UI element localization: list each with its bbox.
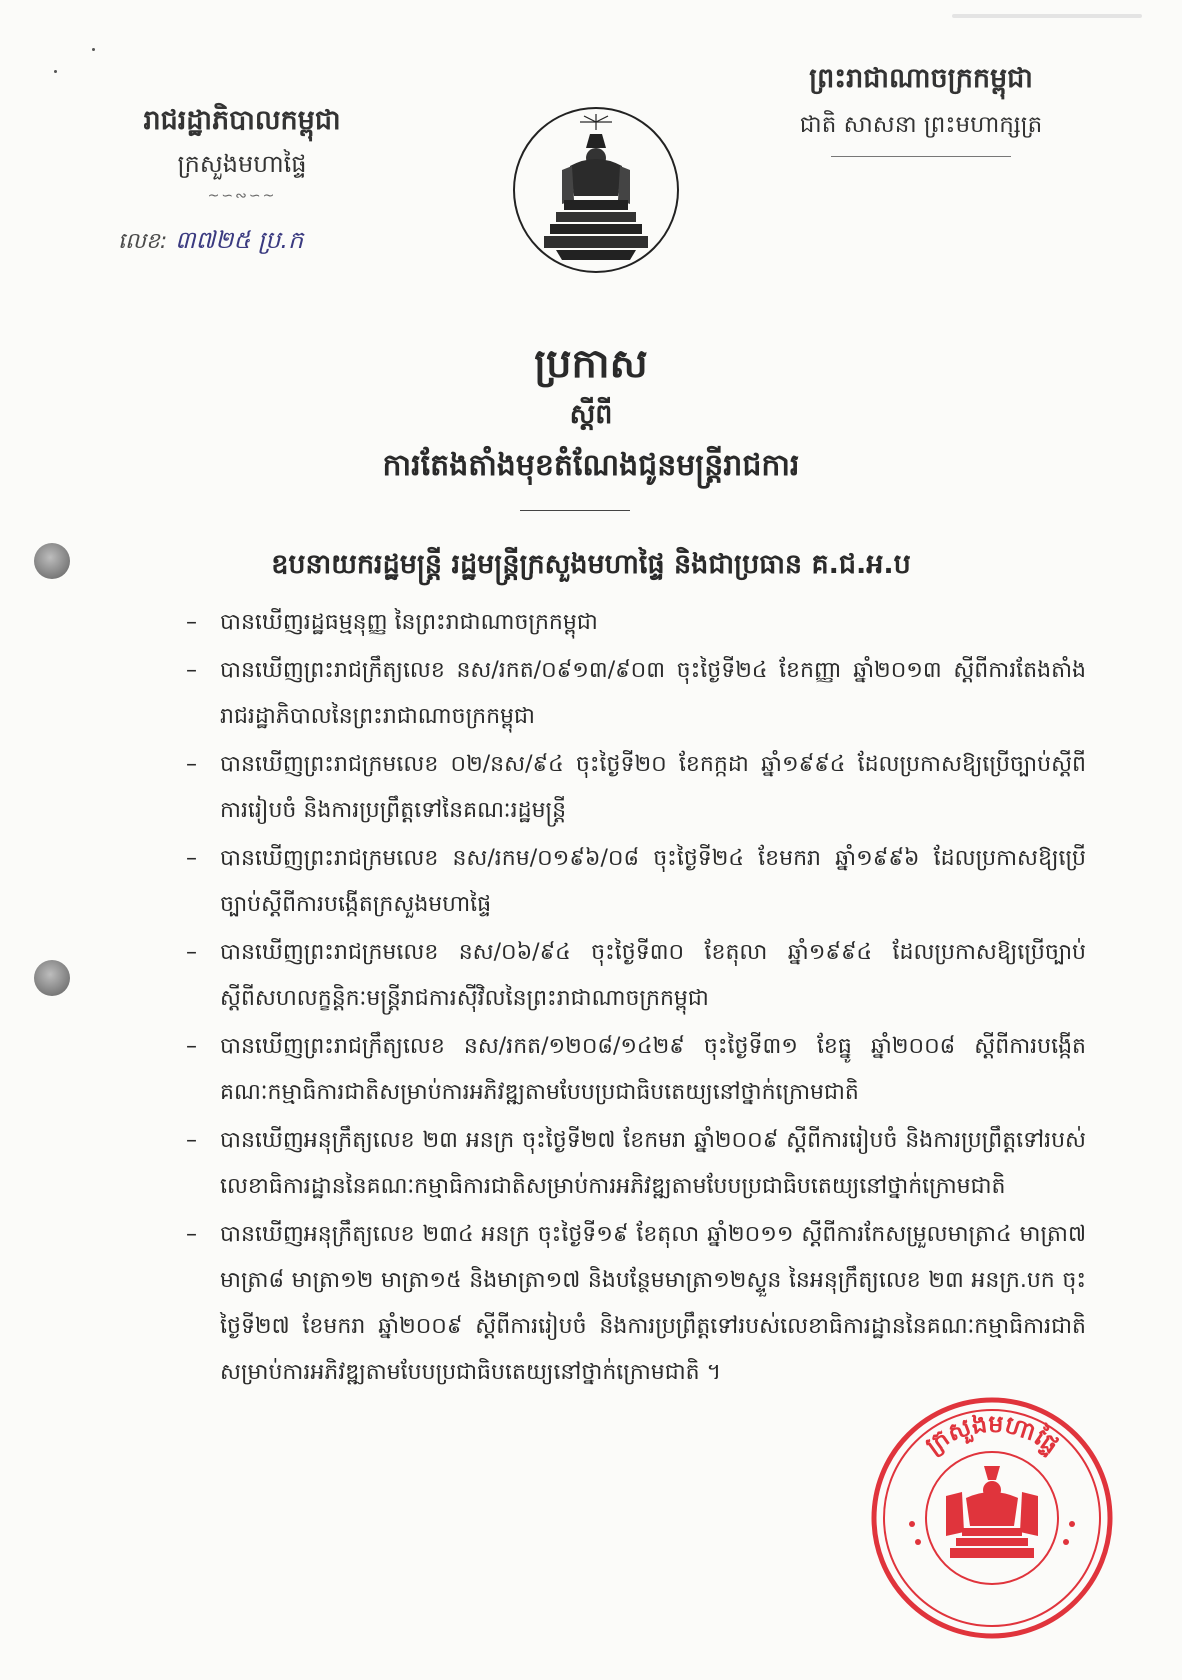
issuing-authority: ឧបនាយករដ្ឋមន្ត្រី រដ្ឋមន្ត្រីក្រសួងមហាផ្ទៃ និងជាប្រធាន គ.ជ.អ.ប: [271, 549, 911, 580]
punch-hole-bottom: [34, 960, 70, 996]
bullet-dash: –: [186, 658, 197, 683]
consideration-text: បានឃើញព្រះរាជក្រមលេខ ០២/នស/៩៤ ចុះថ្ងៃទី២០ ខែកក្កដា ឆ្នាំ១៩៩៤ ដែលប្រកាសឱ្យប្រើច្បាប់ស្តីពីការរៀបចំ និងការប្រព្រឹត្តទៅនៃគណៈរដ្ឋមន្ត្រី: [220, 752, 1086, 823]
reference-number-line: [118, 225, 303, 260]
list-item: [186, 742, 1086, 834]
government-name: រាជរដ្ឋាភិបាលកម្ពុជា: [143, 105, 341, 136]
national-motto: ជាតិ សាសនា ព្រះមហាក្សត្រ: [799, 112, 1043, 138]
reference-number: ៣៧២៥ ប្រ.ក: [174, 226, 304, 254]
scan-artifact: [952, 14, 1142, 18]
royal-emblem-icon: [510, 104, 682, 276]
consideration-text: បានឃើញព្រះរាជក្រឹត្យលេខ នស/រកត/១២០៨/១៤២៩ ចុះថ្ងៃទី៣១ ខែធ្នូ ឆ្នាំ២០០៨ ស្តីពីការបង្កើតគណៈកម្មាធិការជាតិសម្រាប់ការអភិវឌ្ឍតាមបែបប្រជាធិបតេយ្យនៅថ្នាក់ក្រោមជាតិ: [220, 1034, 1086, 1105]
list-item: [186, 1212, 1086, 1396]
consideration-text: បានឃើញអនុក្រឹត្យលេខ ២៣ អនក្រ ចុះថ្ងៃទី២៧ ខែកមរា ឆ្នាំ២០០៩ ស្តីពីការរៀបចំ និងការប្រព្រឹត្តទៅរបស់លេខាធិការដ្ឋាននៃគណៈកម្មាធិការជាតិសម្រាប់ការអភិវឌ្ឍតាមបែបប្រជាធិបតេយ្យនៅថ្នាក់ក្រោមជាតិ: [220, 1128, 1086, 1199]
bullet-dash: –: [186, 846, 197, 871]
header-right: [778, 62, 1064, 157]
bullet-dash: –: [186, 940, 197, 965]
motto-divider: [831, 156, 1011, 157]
bullet-dash: –: [186, 610, 197, 635]
bullet-dash: –: [186, 1222, 197, 1247]
list-item: [186, 1118, 1086, 1210]
list-item: [186, 930, 1086, 1022]
seal-text: ក្រសួងមហាផ្ទៃ: [920, 1409, 1064, 1460]
consideration-text: បានឃើញព្រះរាជក្រឹត្យលេខ នស/រកត/០៩១៣/៩០៣ ចុះថ្ងៃទី២៤ ខែកញ្ញា ឆ្នាំ២០១៣ ស្តីពីការតែងតាំងរាជរដ្ឋាភិបាលនៃព្រះរាជាណាចក្រកម្ពុជា: [220, 658, 1086, 729]
official-seal-icon: [866, 1392, 1118, 1644]
document-subject: ការតែងតាំងមុខតំណែងជូនមន្ត្រីរាជការ: [382, 448, 800, 483]
reference-label: លេខ:: [118, 229, 168, 254]
considerations-list: [186, 600, 1086, 1398]
ministry-name: ក្រសួងមហាផ្ទៃ: [177, 150, 307, 178]
bullet-dash: –: [186, 1034, 197, 1059]
bullet-dash: –: [186, 752, 197, 777]
consideration-text: បានឃើញព្រះរាជក្រមលេខ នស/រកម/០១៩៦/០៨ ចុះថ្ងៃទី២៤ ខែមករា ឆ្នាំ១៩៩៦ ដែលប្រកាសឱ្យប្រើច្បាប់ស្តីពីការបង្កើតក្រសួងមហាផ្ទៃ: [220, 846, 1086, 917]
list-item: [186, 836, 1086, 928]
kingdom-name: ព្រះរាជាណាចក្រកម្ពុជា: [809, 63, 1033, 94]
consideration-text: បានឃើញអនុក្រឹត្យលេខ ២៣៤ អនក្រ ចុះថ្ងៃទី១៩ ខែតុលា ឆ្នាំ២០១១ ស្តីពីការកែសម្រួលមាត្រា៤ មាត្រា៧ មាត្រា៨ មាត្រា១២ មាត្រា១៥ និងមាត្រា១៧ និងបន្ថែមមាត្រា១២ស្ទួន នៃអនុក្រឹត្យលេខ ២៣ អនក្រ.បក ចុះថ្ងៃទី២៧ ខែមករា ឆ្នាំ២០០៩ ស្តីពីការរៀបចំ និងការប្រព្រឹត្តទៅរបស់លេខាធិការដ្ឋាននៃគណៈកម្មាធិការជាតិសម្រាប់ការអភិវឌ្ឍតាមបែបប្រជាធិបតេយ្យនៅថ្នាក់ក្រោមជាតិ ។: [220, 1222, 1086, 1385]
list-item: [186, 1024, 1086, 1116]
document-title: ប្រកាស: [534, 341, 648, 387]
consideration-text: បានឃើញរដ្ឋធម្មនុញ្ញ នៃព្រះរាជាណាចក្រកម្ពុជា: [220, 610, 598, 635]
speck: [54, 70, 57, 73]
title-about: ស្តីពី: [569, 399, 613, 430]
list-item: [186, 600, 1086, 646]
header-ornament: ~∽∾∽~: [207, 188, 277, 204]
consideration-text: បានឃើញព្រះរាជក្រមលេខ នស/០៦/៩៤ ចុះថ្ងៃទី៣០ ខែតុលា ឆ្នាំ១៩៩៤ ដែលប្រកាសឱ្យប្រើច្បាប់ស្តីពីសហលក្ខន្តិកៈមន្ត្រីរាជការស៊ីវិលនៃព្រះរាជាណាចក្រកម្ពុជា: [220, 940, 1086, 1011]
speck: [92, 48, 95, 51]
list-item: [186, 648, 1086, 740]
header-left: [112, 104, 372, 204]
title-divider: [520, 510, 630, 511]
bullet-dash: –: [186, 1128, 197, 1153]
